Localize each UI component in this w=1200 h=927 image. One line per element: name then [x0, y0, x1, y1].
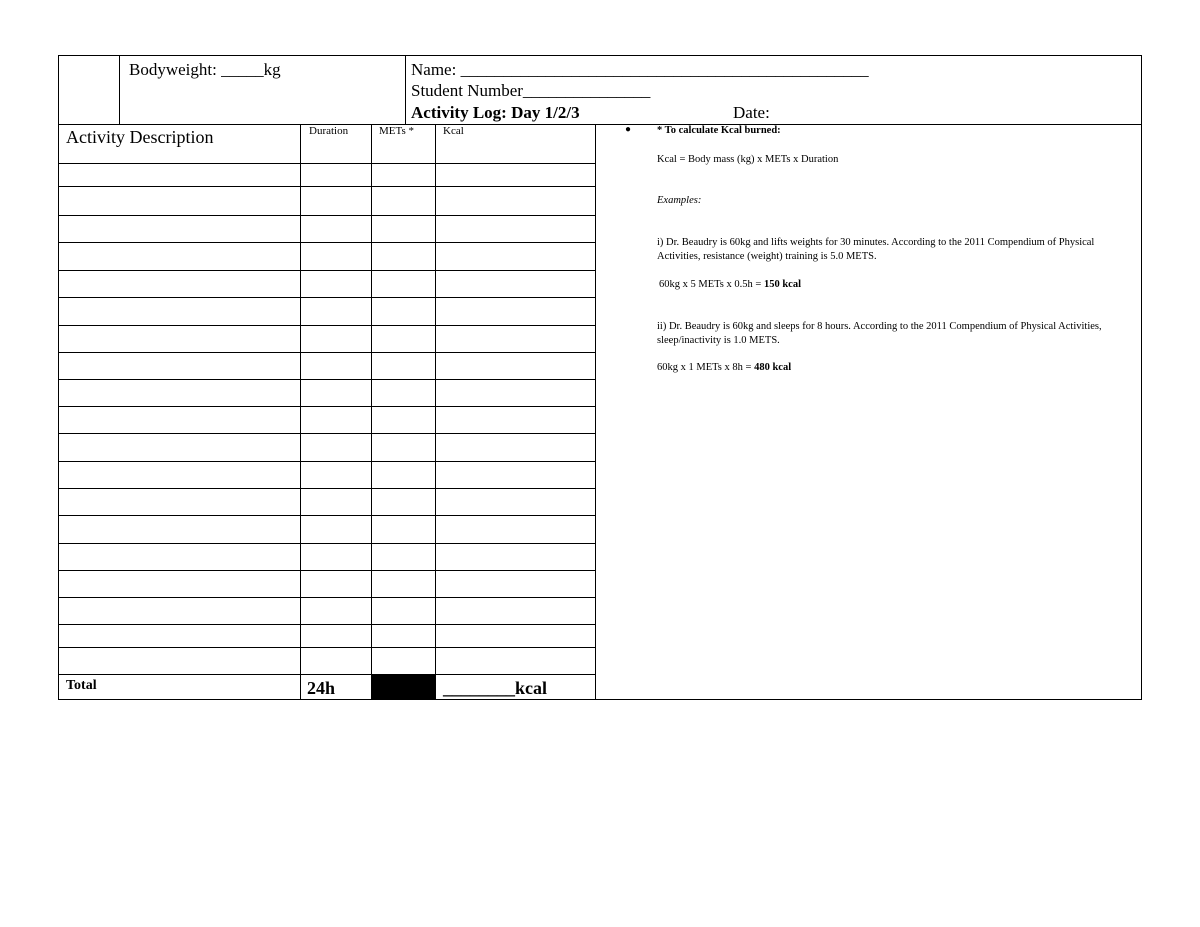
row-line	[58, 406, 595, 407]
header-divider	[58, 124, 1142, 125]
column-header-activity: Activity Description	[66, 127, 214, 147]
column-divider-duration	[300, 124, 301, 699]
row-line	[58, 215, 595, 216]
example-1-calculation	[659, 280, 801, 291]
row-line	[58, 488, 595, 489]
mets-total-blackout	[371, 674, 436, 699]
example-1-calc: 60kg x 5 METs x 0.5h =	[659, 279, 764, 290]
date-field[interactable]: Date:	[733, 103, 770, 122]
row-line	[58, 242, 595, 243]
example-1-text	[657, 236, 1132, 264]
example-1-result: 150 kcal	[763, 279, 801, 290]
row-line	[58, 352, 595, 353]
notes-formula: Kcal = Body mass (kg) x METs x Duration	[657, 154, 839, 165]
notes-examples-label: Examples:	[657, 195, 702, 206]
activity-log-title: Activity Log: Day 1/2/3	[411, 103, 580, 122]
column-header-mets: METs *	[379, 125, 414, 137]
student-number-field[interactable]: Student Number_______________	[411, 81, 651, 100]
notes-heading: * To calculate Kcal burned:	[657, 125, 781, 136]
row-line	[58, 325, 595, 326]
row-line	[58, 461, 595, 462]
row-line	[58, 543, 595, 544]
example-2-calc: 60kg x 1 METs x 8h =	[657, 362, 755, 373]
border-bottom	[58, 699, 1142, 700]
row-line	[58, 186, 595, 187]
column-divider-mets	[371, 124, 372, 699]
header-divider-mid	[405, 55, 406, 124]
total-label: Total	[66, 678, 97, 693]
example-2-description: ii) Dr. Beaudry is 60kg and sleeps for 8 hours. According to the 2011 Compendium of Physical Activities, sleep/inactivity is 1.0 METS.	[657, 321, 1102, 347]
bullet-icon: ●	[625, 124, 632, 135]
example-2-calculation	[657, 363, 791, 374]
row-line	[58, 379, 595, 380]
column-divider-kcal	[435, 124, 436, 699]
row-line	[58, 270, 595, 271]
row-line	[58, 624, 595, 625]
example-1-description: i) Dr. Beaudry is 60kg and lifts weights for 30 minutes. According to the 2011 Compendium of Physical Activities, resistance (weight) training is 5.0 METS.	[657, 237, 1095, 263]
column-header-duration: Duration	[309, 125, 349, 137]
name-field[interactable]: Name: ________________________________________________	[411, 60, 869, 79]
column-divider-notes	[595, 124, 596, 699]
row-line	[58, 515, 595, 516]
bodyweight-field[interactable]: Bodyweight: _____kg	[129, 60, 281, 79]
row-line	[58, 570, 595, 571]
row-line	[58, 297, 595, 298]
example-2-result: 480 kcal	[754, 362, 792, 373]
row-line	[58, 597, 595, 598]
example-2-text	[657, 320, 1132, 348]
row-line	[58, 433, 595, 434]
row-line	[58, 674, 595, 675]
border-right	[1141, 55, 1142, 700]
border-top	[58, 55, 1142, 56]
total-kcal-field[interactable]: ________kcal	[443, 678, 548, 698]
row-line	[58, 163, 595, 164]
row-line	[58, 647, 595, 648]
total-duration: 24h	[307, 678, 336, 698]
header-divider-left	[119, 55, 120, 124]
border-left	[58, 55, 59, 700]
column-header-kcal: Kcal	[443, 125, 464, 137]
